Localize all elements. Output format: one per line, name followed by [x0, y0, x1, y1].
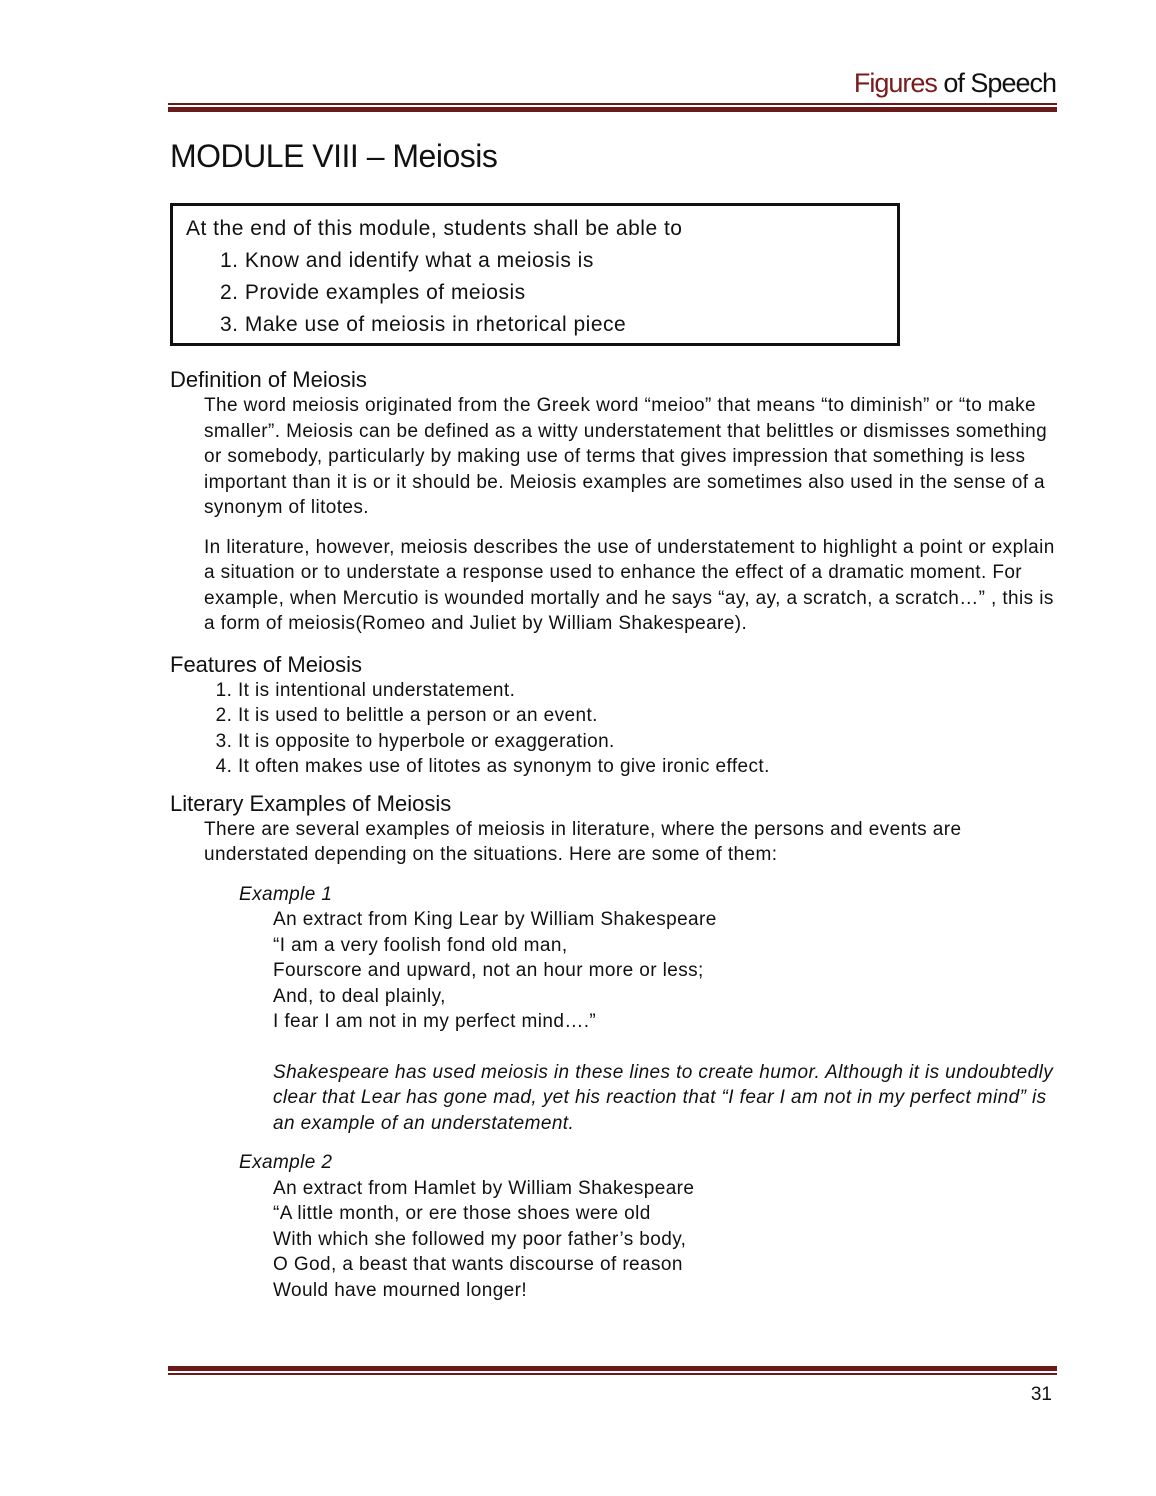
- example-label: Example 2: [239, 1152, 333, 1173]
- definition-paragraph: The word meiosis originated from the Greek word “meioo” that means “to diminish” or “to make smaller”. Meiosis can be defined as a witty understatement that belittles or dismisses something or somebody, particularly by making use of terms that gives impression that something is less important than it is or it should be. Meiosis examples are sometimes also used in the sense of a synonym of litotes.: [204, 395, 1048, 518]
- example-2: [239, 1150, 1060, 1303]
- example-line: I fear I am not in my perfect mind….”: [273, 1011, 597, 1032]
- features-list: [204, 678, 1060, 780]
- body-content: [170, 366, 1060, 1303]
- page-number: 31: [1030, 1384, 1052, 1405]
- feature-item: 1. It is intentional understatement.: [238, 678, 1060, 704]
- definition-paragraph: In literature, however, meiosis describes the use of understatement to highlight a point or explain a situation or to understate a response used to enhance the effect of a dramatic moment. For example, when Mercutio is wounded mortally and he says “ay, ay, a scratch, a scratch…” , this is a form of meiosis(Romeo and Juliet by William Shakespeare).: [204, 536, 1055, 634]
- definition-heading: Definition of Meiosis: [170, 367, 367, 392]
- examples-heading: Literary Examples of Meiosis: [170, 790, 452, 816]
- example-line: And, to deal plainly,: [273, 985, 446, 1007]
- objectives-box: [170, 203, 900, 346]
- examples-intro: There are several examples of meiosis in literature, where the persons and events are understated depending on the situations. Here are some of them:: [204, 818, 962, 865]
- features-heading: Features of Meiosis: [170, 651, 362, 677]
- example-1: [239, 882, 1060, 1137]
- feature-item: 4. It often makes use of litotes as synonym to give ironic effect.: [238, 754, 1060, 780]
- footer-rule-thin: [168, 1373, 1057, 1375]
- objectives-intro: At the end of this module, students shall be able to: [186, 217, 683, 240]
- header-rule-thin: [168, 103, 1057, 105]
- example-line: With which she followed my poor father’s body,: [273, 1228, 687, 1250]
- example-comment: Shakespeare has used meiosis in these lines to create humor. Although it is undoubtedly clear that Lear has gone mad, yet his reaction that “I fear I am not in my perfect mind” is an example of an understatement.: [273, 1061, 1054, 1134]
- footer-rule-thick: [168, 1366, 1057, 1371]
- example-line: “A little month, or ere those shoes were old: [273, 1203, 651, 1224]
- objective-item: 2. Provide examples of meiosis: [220, 281, 526, 304]
- example-line: “I am a very foolish fond old man,: [273, 934, 568, 956]
- objective-item: 3. Make use of meiosis in rhetorical piece: [220, 313, 627, 336]
- page-title: MODULE VIII – Meiosis: [170, 138, 498, 174]
- feature-item: 3. It is opposite to hyperbole or exaggeration.: [238, 729, 1060, 755]
- header-rule-thick: [168, 107, 1057, 112]
- example-line: Fourscore and upward, not an hour more or less;: [273, 960, 704, 981]
- feature-item: 2. It is used to belittle a person or an event.: [238, 703, 1060, 729]
- header-title-red: Figures: [853, 68, 937, 98]
- example-line: O God, a beast that wants discourse of reason: [273, 1254, 683, 1275]
- example-line: An extract from Hamlet by William Shakespeare: [273, 1177, 695, 1199]
- example-label: Example 1: [239, 883, 333, 905]
- example-line: Would have mourned longer!: [273, 1279, 528, 1301]
- objective-item: 1. Know and identify what a meiosis is: [220, 249, 594, 272]
- header-title-black: of Speech: [943, 68, 1056, 98]
- running-header: [854, 68, 1056, 99]
- example-line: An extract from King Lear by William Shakespeare: [273, 909, 717, 930]
